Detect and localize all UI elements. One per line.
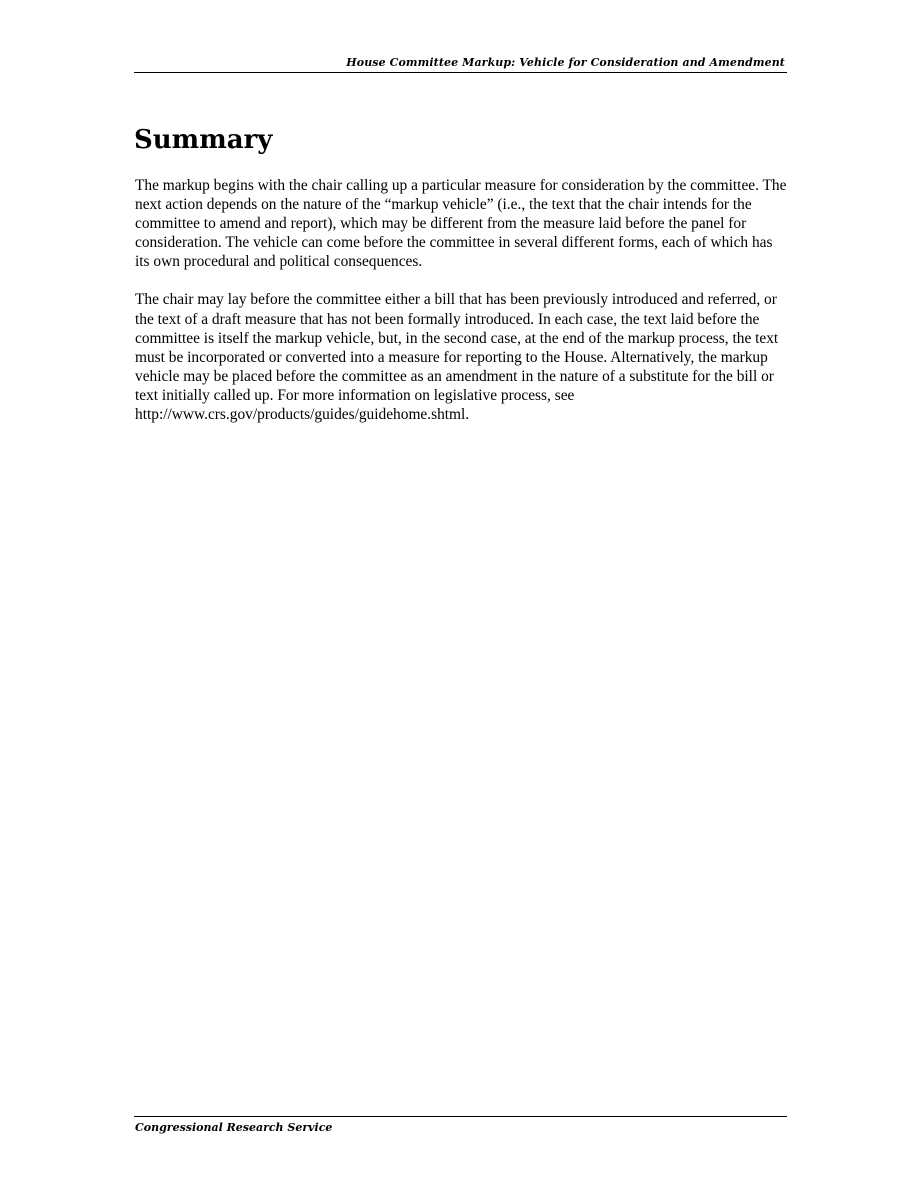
footer-organization: Congressional Research Service [135, 1121, 333, 1134]
summary-paragraph-2: The chair may lay before the committee either a bill that has been previously introduced and referred, or the text of a draft measure that has not been formally introduced. In each case, the text laid before the committee is itself the markup vehicle, but, in the second case, at the end of the markup process, the text must be incorporated or converted into a measure for reporting to the House. Alternatively, the markup vehicle may be placed before the committee as an amendment in the nature of a substitute for the bill or text initially called up. For more information on legislative process, see http://www.crs.gov/products/guides/guidehome.shtml. [135, 291, 779, 424]
running-header [134, 55, 787, 73]
running-header-title: House Committee Markup: Vehicle for Consideration and Amendment [346, 56, 785, 69]
summary-paragraph-1: The markup begins with the chair calling up a particular measure for consideration by the committee. The next action depends on the nature of the “markup vehicle” (i.e., the text that the chair intends for the committee to amend and report), which may be different from the measure laid before the panel for consideration. The vehicle can come before the committee in several different forms, each of which has its own procedural and political consequences. [135, 177, 787, 271]
running-footer [134, 1116, 787, 1134]
page-title: Summary [134, 125, 273, 155]
summary-body [135, 176, 787, 443]
